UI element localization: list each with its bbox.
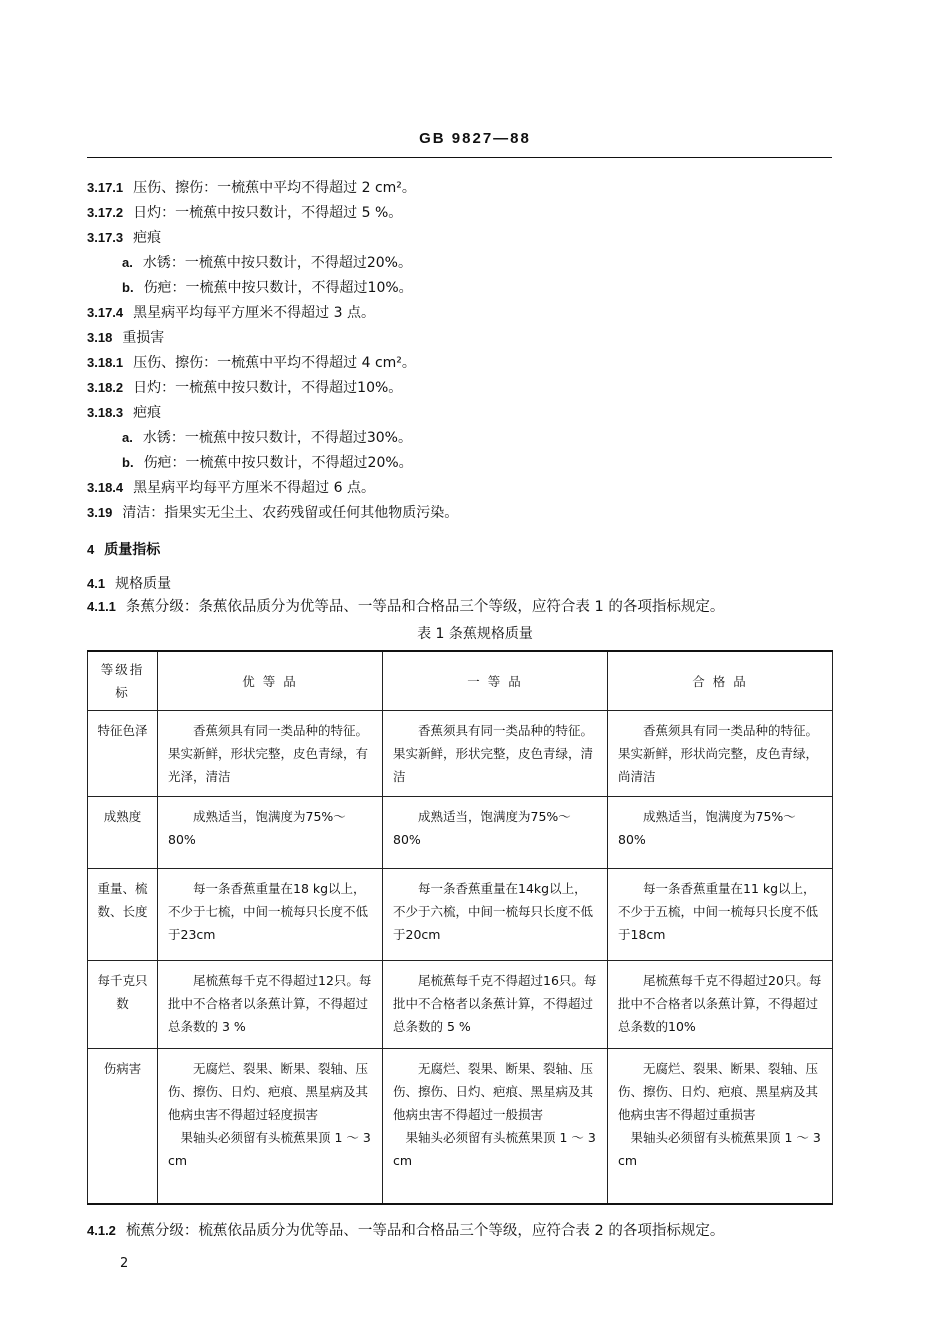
clause-number: 3.17.4	[87, 305, 124, 320]
table-cell	[608, 797, 833, 869]
table-header-row	[88, 651, 833, 711]
clause-number: 3.19	[87, 505, 113, 520]
table-cell	[158, 961, 383, 1049]
cell-text: 无腐烂、裂果、断果、裂轴、压伤、擦伤、日灼、疤痕、黑星病及其他病虫害不得超过轻度损害	[168, 1061, 369, 1122]
cell-text: 成熟适当，饱满度为75%～80%	[393, 809, 571, 847]
spec-table	[87, 650, 833, 1205]
table-caption: 表 1 条蕉规格质量	[417, 626, 533, 642]
clause-line	[87, 504, 458, 522]
section-number: 4	[87, 542, 95, 557]
clause-number: 3.17.3	[87, 230, 124, 245]
clause-number: 3.17.2	[87, 205, 124, 220]
row-label: 每千克只数	[88, 961, 158, 1049]
table-row	[88, 1049, 833, 1205]
cell-text: 尾梳蕉每千克不得超过20只。每批中不合格者以条蕉计算，不得超过总条数的10%	[618, 973, 822, 1034]
clause-line	[87, 354, 416, 372]
clause-text: 条蕉分级：条蕉依品质分为优等品、一等品和合格品三个等级，应符合表 1 的各项指标规定。	[125, 599, 725, 615]
table-cell	[158, 869, 383, 961]
table-cell	[158, 1049, 383, 1205]
clause-line	[122, 454, 413, 472]
clause-number: 4.1.1	[87, 599, 116, 614]
table-cell	[383, 1049, 608, 1205]
row-label: 伤病害	[88, 1049, 158, 1205]
table-cell	[608, 711, 833, 797]
clause-line	[87, 379, 402, 397]
clause-number: b.	[122, 280, 134, 295]
cell-text: 成熟适当，饱满度为75%～80%	[618, 809, 796, 847]
clause-text: 水锈：一梳蕉中按只数计，不得超过30%。	[142, 430, 412, 446]
clause-line	[122, 279, 413, 297]
clause-line	[122, 254, 412, 272]
standard-header: GB 9827—88	[419, 130, 531, 147]
clause-text: 压伤、擦伤：一梳蕉中平均不得超过 2 cm²。	[133, 180, 416, 196]
table-cell	[383, 869, 608, 961]
clause-text: 清洁：指果实无尘土、农药残留或任何其他物质污染。	[122, 505, 459, 521]
clause-number: 4.1.2	[87, 1223, 116, 1238]
clause-line	[87, 479, 375, 497]
page-number: 2	[120, 1256, 129, 1271]
clause-text: 日灼：一梳蕉中按只数计，不得超过10%。	[133, 380, 403, 396]
table-cell	[608, 869, 833, 961]
table-cell	[158, 711, 383, 797]
clause-text: 黑星病平均每平方厘米不得超过 3 点。	[133, 305, 375, 321]
row-label: 成熟度	[88, 797, 158, 869]
clause-line	[87, 329, 164, 347]
subsection-number: 4.1	[87, 576, 106, 591]
cell-text: 每一条香蕉重量在14kg以上，不少于六梳，中间一梳每只长度不低于20cm	[393, 881, 594, 942]
cell-text: 香蕉须具有同一类品种的特征。果实新鲜，形状完整，皮色青绿，清洁	[393, 723, 594, 784]
section-heading	[87, 541, 160, 559]
clause-number: 3.18	[87, 330, 113, 345]
clause-number: 3.18.3	[87, 405, 124, 420]
table-row	[88, 869, 833, 961]
clause-text: 梳蕉分级：梳蕉依品质分为优等品、一等品和合格品三个等级，应符合表 2 的各项指标规定。	[125, 1223, 725, 1239]
clause-text: 日灼：一梳蕉中按只数计，不得超过 5 %。	[133, 205, 403, 221]
clause-line	[122, 429, 412, 447]
clause-number: 3.17.1	[87, 180, 124, 195]
header-rule	[87, 157, 832, 158]
clause-text: 疤痕	[133, 405, 162, 421]
column-header: 优 等 品	[158, 651, 383, 711]
cell-note: 果轴头必须留有头梳蕉果顶 1 ～ 3 cm	[618, 1130, 821, 1168]
clause-text: 伤疤：一梳蕉中按只数计，不得超过10%。	[143, 280, 413, 296]
cell-text: 无腐烂、裂果、断果、裂轴、压伤、擦伤、日灼、疤痕、黑星病及其他病虫害不得超过一般损害	[393, 1061, 594, 1122]
column-header: 一 等 品	[383, 651, 608, 711]
clause-text: 重损害	[122, 330, 165, 346]
clause-line	[87, 229, 161, 247]
clause-text: 水锈：一梳蕉中按只数计，不得超过20%。	[142, 255, 412, 271]
cell-note: 果轴头必须留有头梳蕉果顶 1 ～ 3 cm	[168, 1130, 371, 1168]
cell-text: 每一条香蕉重量在11 kg以上，不少于五梳，中间一梳每只长度不低于18cm	[618, 881, 819, 942]
clause-number: 3.18.2	[87, 380, 124, 395]
table-cell	[608, 961, 833, 1049]
table-cell	[158, 797, 383, 869]
row-label: 特征色泽	[88, 711, 158, 797]
column-header: 合 格 品	[608, 651, 833, 711]
row-label: 重量、梳数、长度	[88, 869, 158, 961]
cell-text: 尾梳蕉每千克不得超过12只。每批中不合格者以条蕉计算，不得超过总条数的 3 %	[168, 973, 372, 1034]
clause-text: 伤疤：一梳蕉中按只数计，不得超过20%。	[143, 455, 413, 471]
clause-number: 3.18.1	[87, 355, 124, 370]
table-cell	[383, 961, 608, 1049]
cell-text: 香蕉须具有同一类品种的特征。果实新鲜，形状完整，皮色青绿，有光泽，清洁	[168, 723, 369, 784]
table-cell	[383, 797, 608, 869]
table-cell	[608, 1049, 833, 1205]
cell-text: 香蕉须具有同一类品种的特征。果实新鲜，形状尚完整，皮色青绿，尚清洁	[618, 723, 819, 784]
clause-number: 3.18.4	[87, 480, 124, 495]
clause-line	[87, 1222, 724, 1240]
clause-number: a.	[122, 255, 133, 270]
table-row	[88, 711, 833, 797]
table-row	[88, 797, 833, 869]
clause-line	[87, 598, 724, 616]
table-cell	[383, 711, 608, 797]
cell-text: 无腐烂、裂果、断果、裂轴、压伤、擦伤、日灼、疤痕、黑星病及其他病虫害不得超过重损害	[618, 1061, 819, 1122]
clause-text: 黑星病平均每平方厘米不得超过 6 点。	[133, 480, 375, 496]
clause-line	[87, 304, 375, 322]
section-title: 质量指标	[104, 542, 161, 558]
clause-number: a.	[122, 430, 133, 445]
clause-number: b.	[122, 455, 134, 470]
cell-text: 每一条香蕉重量在18 kg以上，不少于七梳，中间一梳每只长度不低于23cm	[168, 881, 369, 942]
cell-text: 成熟适当，饱满度为75%～80%	[168, 809, 346, 847]
clause-text: 疤痕	[133, 230, 162, 246]
clause-text: 压伤、擦伤：一梳蕉中平均不得超过 4 cm²。	[133, 355, 416, 371]
table-row	[88, 961, 833, 1049]
column-header: 等级指标	[88, 651, 158, 711]
clause-line	[87, 404, 161, 422]
clause-line	[87, 204, 402, 222]
cell-text: 尾梳蕉每千克不得超过16只。每批中不合格者以条蕉计算，不得超过总条数的 5 %	[393, 973, 597, 1034]
clause-line	[87, 179, 416, 197]
subsection-heading	[87, 575, 171, 593]
cell-note: 果轴头必须留有头梳蕉果顶 1 ～ 3 cm	[393, 1130, 596, 1168]
subsection-title: 规格质量	[115, 576, 172, 592]
